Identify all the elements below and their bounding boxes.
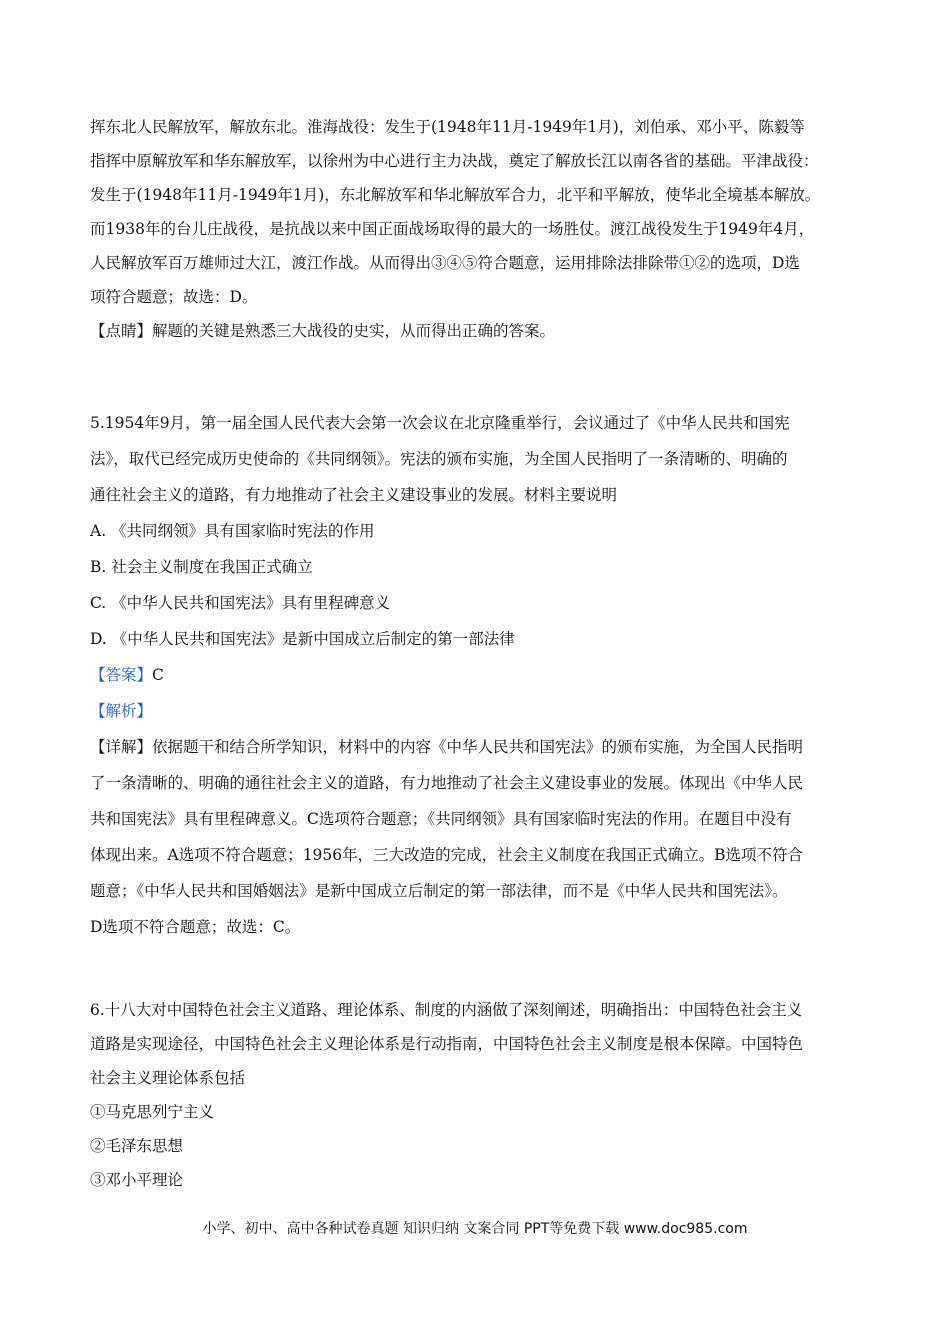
q5-detail-text: 依据题干和结合所学知识，材料中的内容《中华人民共和国宪法》的颁布实施，为全国人民指明 [152,738,804,756]
q5-stem-line: 法》，取代已经完成历史使命的《共同纲领》。宪法的颁布实施，为全国人民指明了一条清晰的、明确的 [90,450,788,468]
q6-item-3: ③邓小平理论 [90,1171,184,1189]
q5-option-d: D. 《中华人民共和国宪法》是新中国成立后制定的第一部法律 [90,630,515,648]
q6-stem-line: 社会主义理论体系包括 [90,1069,246,1087]
q4-line: 人民解放军百万雄师过大江，渡江作战。从而得出③④⑤符合题意，运用排除法排除带①②的选项，D选 [90,254,800,272]
page-footer: 小学、初中、高中各种试卷真题 知识归纳 文案合同 PPT等免费下载 www.doc985.com [202,1221,748,1237]
q5-detail-label: 【详解】 [90,738,153,756]
q4-line: 挥东北人民解放军，解放东北。淮海战役：发生于(1948年11月-1949年1月)，刘伯承、邓小平、陈毅等 [90,118,805,136]
q5-analysis-label: 【解析】 [90,702,153,720]
q6-stem-line: 6.十八大对中国特色社会主义道路、理论体系、制度的内涵做了深刻阐述，明确指出：中国特色社会主义 [90,1001,803,1019]
q6-item-1: ①马克思列宁主义 [90,1103,215,1121]
q5-answer-value: C [152,666,164,684]
q5-option-b: B. 社会主义制度在我国正式确立 [90,558,313,576]
q5-detail-line-first [90,729,880,765]
q5-answer-label: 【答案】 [90,666,153,684]
q5-detail-line: 题意；《中华人民共和国婚姻法》是新中国成立后制定的第一部法律，而不是《中华人民共和国宪法》。 [90,882,788,900]
question-5 [90,405,880,945]
q5-stem-line: 通往社会主义的道路，有力地推动了社会主义建设事业的发展。材料主要说明 [90,486,618,504]
q4-tip-label: 【点睛】 [90,322,153,340]
q6-item-2: ②毛泽东思想 [90,1137,184,1155]
q5-detail-line: 共和国宪法》具有里程碑意义。C选项符合题意；《共同纲领》具有国家临时宪法的作用。在题目中没有 [90,810,792,828]
q6-stem-line: 道路是实现途径，中国特色社会主义理论体系是行动指南，中国特色社会主义制度是根本保障。中国特色 [90,1035,804,1053]
q5-detail-line: D选项不符合题意；故选：C。 [90,918,301,936]
q5-option-c: C. 《中华人民共和国宪法》具有里程碑意义 [90,594,391,612]
q4-explanation-continuation [90,110,880,348]
q5-answer [90,657,880,693]
q5-option-a: A. 《共同纲领》具有国家临时宪法的作用 [90,522,375,540]
q4-tip-text: 解题的关键是熟悉三大战役的史实，从而得出正确的答案。 [152,322,556,340]
q4-line: 而1938年的台儿庄战役，是抗战以来中国正面战场取得的最大的一场胜仗。渡江战役发生于1949年4月， [90,220,815,238]
q4-tip [90,314,880,348]
q5-stem-line: 5.1954年9月，第一届全国人民代表大会第一次会议在北京隆重举行，会议通过了《中华人民共和国宪 [90,414,790,432]
question-6 [90,993,880,1197]
q4-line: 发生于(1948年11月-1949年1月)，东北解放军和华北解放军合力，北平和平解放，使华北全境基本解放。 [90,186,821,204]
q5-detail-line: 体现出来。A选项不符合题意；1956年，三大改造的完成，社会主义制度在我国正式确立。B选项不符合 [90,846,804,864]
q5-detail-line: 了一条清晰的、明确的通往社会主义的道路，有力地推动了社会主义建设事业的发展。体现出《中华人民 [90,774,804,792]
q4-line: 项符合题意；故选：D。 [90,288,258,306]
q4-line: 指挥中原解放军和华东解放军，以徐州为中心进行主力决战，奠定了解放长江以南各省的基础。平津战役： [90,152,819,170]
